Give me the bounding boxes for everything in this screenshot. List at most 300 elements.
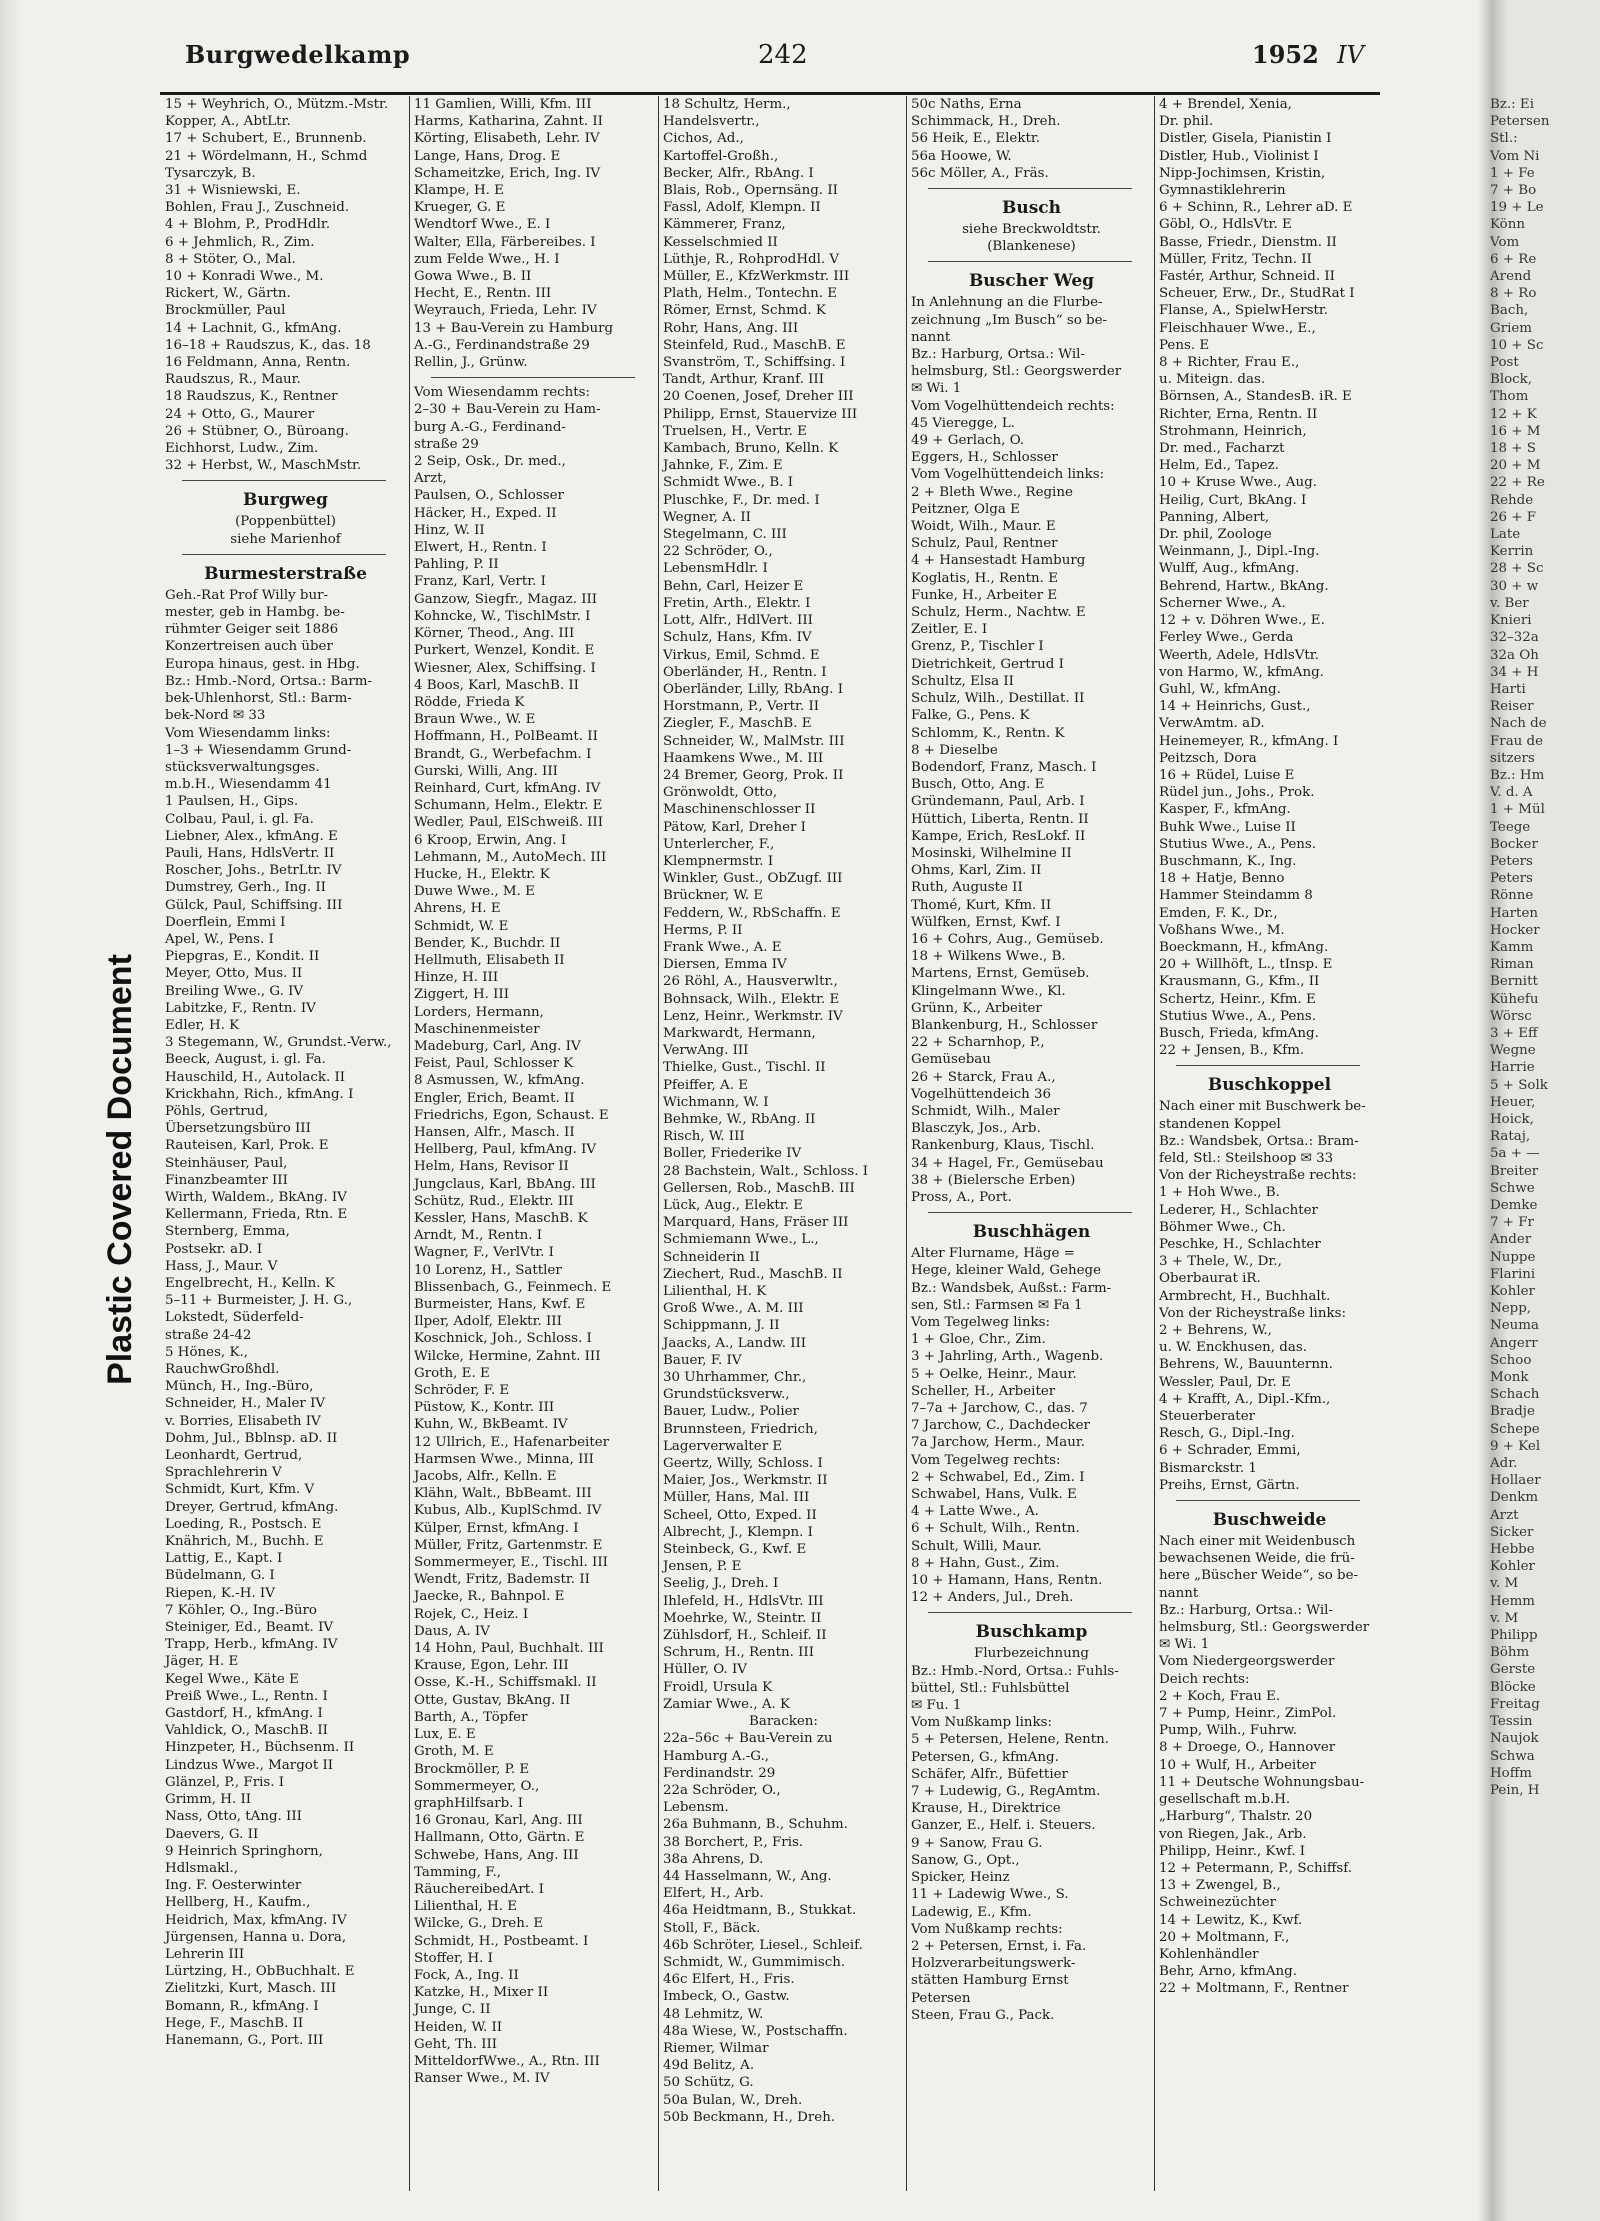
directory-entry: 6 + Schult, Wilh., Rentn. — [911, 1521, 1080, 1537]
directory-entry: Vom Vogelhüttendeich links: — [911, 467, 1105, 483]
directory-entry: 11 + Deutsche Wohnungsbau- — [1159, 1774, 1365, 1790]
directory-entry: Trapp, Herb., kfmAng. IV — [165, 1637, 338, 1653]
directory-entry: Dumstrey, Gerh., Ing. II — [165, 880, 326, 896]
directory-entry: 22 + Scharnhop, P., — [911, 1035, 1045, 1051]
directory-entry: Flanse, A., SpielwHerstr. — [1159, 303, 1329, 319]
directory-entry: Lenz, Heinr., Werkmstr. IV — [663, 1008, 843, 1024]
directory-entry: Edler, H. K — [165, 1017, 240, 1033]
directory-entry: Albrecht, J., Klempn. I — [663, 1524, 813, 1540]
directory-entry: 4 + Latte Wwe., A. — [911, 1504, 1039, 1520]
directory-entry: Petersen — [911, 1990, 971, 2006]
directory-entry: Zühlsdorf, H., Schleif. II — [663, 1628, 827, 1644]
directory-column-5 — [1156, 96, 1380, 2196]
edge-fragment: 7 + Bo — [1490, 183, 1537, 199]
directory-entry: 12 Ullrich, E., Hafenarbeiter — [414, 1434, 610, 1450]
directory-entry: Heinemeyer, R., kfmAng. I — [1159, 733, 1339, 749]
directory-entry: Truelsen, H., Vertr. E — [663, 423, 807, 439]
directory-entry: Engelbrecht, H., Kelln. K — [165, 1276, 335, 1291]
directory-entry: Schröder, F. E — [414, 1383, 510, 1399]
directory-entry: 50 Schütz, G. — [663, 2075, 754, 2091]
directory-entry: Vom Tegelweg rechts: — [911, 1452, 1061, 1468]
directory-entry: Horstmann, P., Vertr. II — [663, 699, 820, 715]
edge-fragment: Heuer, — [1490, 1094, 1536, 1110]
edge-fragment: 19 + Le — [1490, 200, 1544, 216]
street-note: Baracken: — [749, 1714, 818, 1730]
directory-entry: Scherner Wwe., A. — [1159, 595, 1286, 611]
directory-entry: 50b Beckmann, H., Dreh. — [663, 2109, 836, 2125]
directory-entry: graphHilfsarb. I — [414, 1795, 523, 1811]
directory-entry: Glänzel, P., Fris. I — [165, 1774, 285, 1790]
directory-entry: Klähn, Walt., BbBeamt. III — [414, 1486, 592, 1502]
directory-entry: Peitzner, Olga E — [911, 501, 1020, 517]
edge-fragment: Harten — [1490, 905, 1538, 921]
edge-fragment: 5 + Solk — [1490, 1077, 1548, 1093]
directory-entry: mester, geb in Hambg. be- — [165, 605, 345, 621]
edge-fragment: Schach — [1490, 1387, 1540, 1403]
directory-entry: 10 + Wulf, H., Arbeiter — [1159, 1757, 1316, 1773]
directory-entry: Fock, A., Ing. II — [414, 1967, 519, 1983]
directory-entry: Wirth, Waldem., BkAng. IV — [165, 1189, 347, 1205]
directory-entry: Schmidt, W., Gummimisch. — [663, 1954, 846, 1970]
directory-entry: Ferdinandstr. 29 — [663, 1765, 776, 1781]
directory-entry: Schneider, H., Maler IV — [165, 1396, 326, 1412]
section-separator — [1176, 1500, 1360, 1501]
scan-left-edge — [0, 0, 22, 2221]
edge-fragment: Hocker — [1490, 922, 1540, 938]
directory-entry: Winkler, Gust., ObZugf. III — [663, 871, 843, 887]
directory-entry: 46c Elfert, H., Fris. — [663, 1972, 795, 1988]
edge-fragment: Block, — [1490, 372, 1533, 388]
directory-entry: Pfeiffer, A. E — [663, 1077, 749, 1093]
edge-fragment: Harti — [1490, 681, 1526, 697]
directory-entry: Scheuer, Erw., Dr., StudRat I — [1159, 286, 1355, 302]
edge-fragment: 18 + S — [1490, 441, 1536, 457]
directory-entry: Strohmann, Heinrich, — [1159, 423, 1307, 439]
directory-entry: Schult, Willi, Maur. — [911, 1538, 1042, 1554]
directory-entry: Grünn, K., Arbeiter — [911, 1000, 1042, 1016]
directory-entry: Deich rechts: — [1159, 1671, 1250, 1687]
directory-entry: Wagner, F., VerlVtr. I — [414, 1245, 554, 1261]
directory-entry: 10 Lorenz, H., Sattler — [414, 1262, 562, 1278]
directory-entry: Klempnermstr. I — [663, 853, 774, 869]
directory-entry: Kessler, Hans, MaschB. K — [414, 1211, 588, 1226]
directory-entry: 1 + Hoh Wwe., B. — [1159, 1185, 1280, 1201]
directory-entry: Behn, Carl, Heizer E — [663, 578, 804, 594]
directory-entry: Riemer, Wilmar — [663, 2040, 769, 2056]
directory-entry: Seelig, J., Dreh. I — [663, 1576, 779, 1592]
directory-entry: Zamiar Wwe., A. K — [663, 1696, 791, 1712]
directory-entry: Ganzer, E., Helf. i. Steuers. — [911, 1818, 1096, 1834]
edge-fragment: 9 + Kel — [1490, 1438, 1541, 1454]
directory-entry: 11 Gamlien, Willi, Kfm. III — [414, 97, 592, 112]
directory-entry: Ferley Wwe., Gerda — [1159, 630, 1294, 646]
directory-entry: Hauschild, H., Autolack. II — [165, 1069, 346, 1085]
directory-entry: 8 + Droege, O., Hannover — [1159, 1740, 1336, 1756]
edge-fragment: Freitag — [1490, 1696, 1540, 1712]
directory-entry: Wulff, Aug., kfmAng. — [1159, 561, 1300, 577]
directory-entry: 7 Köhler, O., Ing.-Büro — [165, 1602, 317, 1618]
directory-entry: 20 + Willhöft, L., tInsp. E — [1159, 957, 1333, 973]
directory-entry: 22a–56c + Bau-Verein zu — [663, 1731, 833, 1747]
directory-entry: Basse, Friedr., Dienstm. II — [1159, 234, 1337, 250]
directory-entry: Stutius Wwe., A., Pens. — [1159, 1008, 1317, 1024]
directory-entry: 20 + Moltmann, F., — [1159, 1929, 1290, 1945]
directory-entry: Marquard, Hans, Fräser III — [663, 1215, 849, 1231]
edge-fragment: 1 + Fe — [1490, 165, 1535, 181]
directory-entry: Buschmann, K., Ing. — [1159, 853, 1297, 869]
edge-fragment: 5a + — — [1490, 1146, 1540, 1162]
directory-entry: Bender, K., Buchdr. II — [414, 935, 561, 951]
edge-fragment: Schwe — [1490, 1180, 1535, 1196]
page-number: 242 — [758, 40, 808, 70]
directory-entry: Tandt, Arthur, Kranf. III — [663, 372, 824, 388]
directory-entry: 12 + Anders, Jul., Dreh. — [911, 1590, 1074, 1606]
edge-fragment: 3 + Eff — [1490, 1025, 1538, 1041]
directory-entry: Bz.: Hmb.-Nord, Ortsa.: Fuhls- — [911, 1663, 1119, 1679]
directory-entry: Pätow, Karl, Dreher I — [663, 819, 806, 835]
directory-entry: 7–7a + Jarchow, C., das. 7 — [911, 1401, 1088, 1417]
edge-fragment: Vom — [1490, 234, 1520, 250]
column-divider — [1154, 96, 1155, 2191]
edge-fragment: Peters — [1490, 853, 1533, 869]
directory-entry: Eichhorst, Ludw., Zim. — [165, 441, 319, 457]
directory-entry: Schneider, W., MalMstr. III — [663, 733, 845, 749]
directory-entry: Arzt, — [414, 471, 447, 487]
edge-fragment: Kamm — [1490, 939, 1534, 955]
directory-entry: Beeck, August, i. gl. Fa. — [165, 1052, 326, 1068]
edge-fragment: Riman — [1490, 957, 1534, 973]
directory-entry: Lederer, H., Schlachter — [1159, 1202, 1318, 1218]
directory-entry: Philipp, Heinr., Kwf. I — [1159, 1843, 1306, 1859]
directory-entry: Buhk Wwe., Luise II — [1159, 819, 1296, 835]
edge-fragment: Schwa — [1490, 1748, 1535, 1764]
directory-entry: 5 Hönes, K., — [165, 1344, 248, 1360]
directory-entry: ✉ Wi. 1 — [911, 381, 962, 397]
directory-entry: Jäger, H. E — [165, 1654, 239, 1670]
directory-entry: Lindzus Wwe., Margot II — [165, 1757, 334, 1773]
directory-entry: Leonhardt, Gertrud, — [165, 1448, 303, 1464]
edge-fragment: Bz.: Ei — [1490, 97, 1534, 112]
directory-entry: Hucke, H., Elektr. K — [414, 866, 550, 882]
directory-entry: Hege, kleiner Wald, Gehege — [911, 1263, 1102, 1279]
directory-entry: Brunnsteen, Friedrich, — [663, 1421, 818, 1437]
directory-entry: Knährich, M., Buchh. E — [165, 1534, 324, 1550]
directory-entry: Grönwoldt, Otto, — [663, 785, 778, 801]
directory-entry: Dr. phil. — [1159, 114, 1214, 130]
directory-entry: Lokstedt, Süderfeld- — [165, 1310, 304, 1326]
directory-entry: büttel, Stl.: Fuhlsbüttel — [911, 1680, 1070, 1696]
directory-entry: Jürgensen, Hanna u. Dora, — [165, 1929, 347, 1945]
directory-entry: 2 + Schwabel, Ed., Zim. I — [911, 1469, 1085, 1485]
directory-entry: Ziggert, H. III — [414, 987, 510, 1003]
directory-entry: 14 Hohn, Paul, Buchhalt. III — [414, 1641, 604, 1657]
directory-entry: Steiniger, Ed., Beamt. IV — [165, 1620, 334, 1636]
directory-entry: Behrens, W., Bauunternn. — [1159, 1357, 1333, 1373]
street-note: siehe Marienhof — [230, 531, 341, 547]
edge-fragment: Pein, H — [1490, 1782, 1540, 1798]
section-separator — [431, 377, 635, 378]
directory-entry: Purkert, Wenzel, Kondit. E — [414, 643, 595, 659]
directory-entry: 6 + Jehmlich, R., Zim. — [165, 234, 315, 250]
directory-entry: Müller, Hans, Mal. III — [663, 1490, 810, 1506]
directory-entry: Hecht, E., Rentn. III — [414, 286, 552, 302]
directory-entry: 4 + Brendel, Xenia, — [1159, 97, 1292, 112]
directory-entry: 11 + Ladewig Wwe., S. — [911, 1887, 1069, 1903]
edge-fragment: Nuppe — [1490, 1249, 1536, 1265]
year: 1952 — [1252, 40, 1319, 69]
directory-entry: Wülfken, Ernst, Kwf. I — [911, 914, 1061, 930]
directory-entry: Lilienthal, H. E — [414, 1899, 518, 1915]
directory-entry: Nipp-Jochimsen, Kristin, — [1159, 165, 1326, 181]
directory-entry: Hinzpeter, H., Büchsenm. II — [165, 1740, 355, 1756]
directory-entry: 49d Belitz, A. — [663, 2058, 755, 2074]
directory-entry: von Harmo, W., kfmAng. — [1159, 664, 1324, 680]
edge-fragment: 7 + Fr — [1490, 1215, 1534, 1231]
directory-entry: Jaacks, A., Landw. III — [663, 1335, 807, 1351]
directory-entry: Thomé, Kurt, Kfm. II — [911, 897, 1052, 913]
directory-entry: Stoll, F., Bäck. — [663, 1920, 761, 1936]
section-separator — [1176, 1065, 1360, 1066]
edge-fragment: 30 + w — [1490, 578, 1539, 594]
directory-entry: Fastér, Arthur, Schneid. II — [1159, 269, 1335, 285]
directory-entry: 5 + Petersen, Helene, Rentn. — [911, 1732, 1109, 1748]
edge-fragment: 32–32a — [1490, 630, 1539, 646]
directory-entry: Gurski, Willi, Ang. III — [414, 763, 558, 779]
directory-entry: Hellberg, H., Kaufm., — [165, 1895, 311, 1911]
directory-entry: Schulz, Hans, Kfm. IV — [663, 630, 812, 646]
directory-entry: 9 Heinrich Springhorn, — [165, 1843, 323, 1859]
directory-entry: Groth, M. E — [414, 1744, 494, 1760]
directory-entry: Arndt, M., Rentn. I — [414, 1228, 543, 1244]
directory-entry: Vom Vogelhüttendeich rechts: — [911, 398, 1115, 414]
edge-fragment: Teege — [1490, 819, 1531, 835]
directory-entry: Woidt, Wilh., Maur. E — [911, 519, 1056, 535]
directory-entry: burg A.-G., Ferdinand- — [414, 419, 566, 435]
directory-entry: Burmeister, Hans, Kwf. E — [414, 1297, 586, 1313]
directory-entry: Wendtorf Wwe., E. I — [414, 217, 551, 233]
directory-entry: Kämmerer, Franz, — [663, 217, 786, 233]
directory-entry: Grenz, P., Tischler I — [911, 639, 1044, 655]
directory-entry: Wichmann, W. I — [663, 1094, 769, 1110]
directory-entry: Dreyer, Gertrud, kfmAng. — [165, 1499, 339, 1515]
directory-entry: 6 + Schrader, Emmi, — [1159, 1443, 1301, 1459]
edge-fragment: Kohler — [1490, 1559, 1535, 1575]
directory-entry: Rellin, J., Grünw. — [414, 355, 528, 371]
directory-entry: Risch, W. III — [663, 1129, 745, 1145]
directory-entry: 22a Schröder, O., — [663, 1782, 781, 1798]
edge-fragment: Hoick, — [1490, 1111, 1534, 1127]
directory-entry: Schwebe, Hans, Ang. III — [414, 1847, 579, 1863]
directory-entry: Fassl, Adolf, Klempn. II — [663, 200, 821, 216]
directory-entry: 6 + Schinn, R., Lehrer aD. E — [1159, 200, 1353, 216]
directory-entry: 48a Wiese, W., Postschaffn. — [663, 2023, 848, 2039]
directory-entry: Schumann, Helm., Elektr. E — [414, 798, 603, 814]
directory-entry: feld, Stl.: Steilshoop ✉ 33 — [1159, 1150, 1334, 1166]
directory-entry: Funke, H., Arbeiter E — [911, 587, 1058, 603]
directory-entry: straße 24-42 — [165, 1327, 252, 1343]
column-divider — [658, 96, 659, 2191]
directory-entry: Brandt, G., Werbefachm. I — [414, 746, 592, 762]
directory-entry: 17 + Schubert, E., Brunnenb. — [165, 131, 367, 147]
directory-entry: Maier, Jos., Werkmstr. II — [663, 1473, 828, 1489]
directory-entry: Jacobs, Alfr., Kelln. E — [414, 1469, 557, 1485]
directory-entry: Stoffer, H. I — [414, 1950, 493, 1966]
directory-entry: Blankenburg, H., Schlosser — [911, 1017, 1098, 1033]
directory-entry: Roscher, Johs., BetrLtr. IV — [165, 863, 342, 879]
directory-entry: Maschinenmeister — [414, 1021, 540, 1037]
directory-entry: 8 Asmussen, W., kfmAng. — [414, 1073, 585, 1089]
directory-entry: Fleischhauer Wwe., E., — [1159, 320, 1316, 336]
edge-fragment: Breiter — [1490, 1163, 1539, 1179]
directory-entry: 56 Heik, E., Elektr. — [911, 131, 1041, 147]
edge-fragment: Könn — [1490, 217, 1525, 233]
column-divider — [906, 96, 907, 2191]
directory-entry: 18 + Hatje, Benno — [1159, 871, 1285, 887]
street-heading: Burmesterstraße — [204, 563, 367, 584]
directory-entry: Kesselschmied II — [663, 234, 778, 250]
directory-entry: 8 + Stöter, O., Mal. — [165, 251, 296, 267]
directory-entry: Lehmann, M., AutoMech. III — [414, 849, 607, 865]
edge-fragment: Tessin — [1490, 1714, 1533, 1730]
directory-entry: Duwe Wwe., M. E — [414, 884, 535, 900]
directory-entry: Bismarckstr. 1 — [1159, 1460, 1257, 1476]
directory-entry: 48 Lehmitz, W. — [663, 2006, 764, 2022]
directory-entry: Steen, Frau G., Pack. — [911, 2007, 1055, 2023]
directory-entry: Bz.: Wandsbek, Außst.: Farm- — [911, 1280, 1112, 1296]
directory-entry: Gellersen, Rob., MaschB. III — [663, 1180, 855, 1196]
directory-entry: Voßhans Wwe., M. — [1159, 922, 1285, 938]
directory-entry: 2 Seip, Osk., Dr. med., — [414, 454, 566, 470]
directory-entry: Bohlen, Frau J., Zuschneid. — [165, 200, 350, 216]
directory-entry: Helm, Ed., Tapez. — [1159, 458, 1279, 474]
directory-entry: 16 + Cohrs, Aug., Gemüseb. — [911, 931, 1104, 947]
directory-column-2 — [411, 96, 655, 2196]
directory-entry: 49 + Gerlach, O. — [911, 433, 1025, 449]
directory-entry: Distler, Hub., Violinist I — [1159, 148, 1319, 164]
directory-entry: Vom Nußkamp rechts: — [911, 1921, 1063, 1937]
street-heading: Busch — [1001, 198, 1061, 219]
directory-entry: 3 + Thele, W., Dr., — [1159, 1254, 1282, 1270]
edge-fragment: Kohler — [1490, 1284, 1535, 1300]
section-number: IV — [1337, 41, 1364, 69]
directory-entry: Grimm, H. II — [165, 1792, 252, 1808]
directory-entry: MitteldorfWwe., A., Rtn. III — [414, 2053, 600, 2069]
directory-entry: Schäfer, Alfr., Büfettier — [911, 1766, 1068, 1782]
directory-entry: 50a Bulan, W., Dreh. — [663, 2092, 803, 2108]
directory-entry: Weyrauch, Frieda, Lehr. IV — [414, 303, 597, 319]
directory-entry: Becker, Alfr., RbAng. I — [663, 165, 814, 181]
directory-entry: Helm, Hans, Revisor II — [414, 1159, 569, 1175]
directory-entry: Lürtzing, H., ObBuchhalt. E — [165, 1964, 355, 1980]
directory-entry: Tamming, F., — [414, 1864, 501, 1880]
edge-fragment: 28 + Sc — [1490, 561, 1544, 577]
edge-fragment: Nepp, — [1490, 1301, 1532, 1317]
directory-entry: Vogelhüttendeich 36 — [911, 1086, 1052, 1102]
directory-entry: 12 + Petermann, P., Schiffsf. — [1159, 1860, 1353, 1876]
directory-entry: Schneiderin II — [663, 1249, 760, 1265]
directory-entry: 26 Röhl, A., Hausverwltr., — [663, 974, 838, 990]
edge-fragment: Schepe — [1490, 1421, 1540, 1437]
directory-entry: v. Borries, Elisabeth IV — [165, 1413, 321, 1429]
directory-entry: Maschinenschlosser II — [663, 802, 816, 818]
directory-entry: 4 + Hansestadt Hamburg — [911, 553, 1086, 569]
directory-entry: u. Miteign. das. — [1159, 372, 1266, 388]
directory-entry: 56c Möller, A., Fräs. — [911, 165, 1049, 181]
directory-entry: Imbeck, O., Gastw. — [663, 1989, 790, 2005]
directory-entry: Heiden, W. II — [414, 2019, 503, 2035]
directory-entry: Gründemann, Paul, Arb. I — [911, 794, 1085, 810]
section-separator — [182, 480, 386, 481]
directory-entry: Kambach, Bruno, Kelln. K — [663, 441, 839, 457]
directory-entry: Dohm, Jul., Bblnsp. aD. II — [165, 1430, 338, 1446]
directory-entry: Wegner, A. II — [663, 509, 751, 525]
directory-entry: LebensmHdlr. I — [663, 561, 768, 577]
directory-entry: Wilcke, Hermine, Zahnt. III — [414, 1348, 601, 1364]
directory-entry: Blissenbach, G., Feinmech. E — [414, 1279, 612, 1295]
directory-entry: 10 + Konradi Wwe., M. — [165, 269, 324, 285]
edge-fragment: 10 + Sc — [1490, 337, 1544, 353]
directory-entry: Bauer, Ludw., Polier — [663, 1404, 799, 1420]
directory-entry: 8 + Dieselbe — [911, 742, 998, 758]
edge-fragment: Harrie — [1490, 1060, 1535, 1076]
directory-entry: Friedrichs, Egon, Schaust. E — [414, 1107, 609, 1123]
directory-entry: 13 + Zwengel, B., — [1159, 1878, 1281, 1894]
directory-entry: Reinhard, Curt, kfmAng. IV — [414, 780, 601, 796]
edge-fragment: 32a Oh — [1490, 647, 1539, 663]
edge-fragment: Peters — [1490, 871, 1533, 887]
directory-entry: 38 + (Bielersche Erben) — [911, 1172, 1076, 1188]
directory-entry: Kohncke, W., TischlMstr. I — [414, 608, 591, 624]
directory-entry: 5 + Oelke, Heinr., Maur. — [911, 1366, 1077, 1382]
directory-entry: Schippmann, J. II — [663, 1318, 780, 1334]
directory-entry: Scheller, H., Arbeiter — [911, 1383, 1056, 1399]
directory-entry: Blais, Rob., Opernsäng. II — [663, 183, 838, 199]
directory-entry: nannt — [1159, 1585, 1199, 1601]
edge-fragment: Wegne — [1490, 1043, 1536, 1059]
edge-fragment: Kerrin — [1490, 544, 1534, 560]
directory-entry: stücksverwaltungsges. — [165, 759, 320, 775]
directory-entry: Pahling, P. II — [414, 557, 499, 573]
directory-entry: Brückner, W. E — [663, 888, 764, 904]
directory-entry: Lorders, Hermann, — [414, 1004, 544, 1020]
directory-entry: Müller, Fritz, Techn. II — [1159, 251, 1312, 267]
edge-fragment: 12 + K — [1490, 406, 1537, 422]
directory-entry: Otte, Gustav, BkAng. II — [414, 1692, 571, 1708]
edge-fragment: V. d. A — [1490, 785, 1533, 801]
directory-entry: Guhl, W., kfmAng. — [1159, 681, 1281, 697]
directory-entry: Sanow, G., Opt., — [911, 1852, 1020, 1868]
directory-entry: Pluschke, F., Dr. med. I — [663, 492, 820, 508]
directory-entry: 6 Kroop, Erwin, Ang. I — [414, 832, 567, 848]
directory-entry: 18 + Wilkens Wwe., B. — [911, 949, 1066, 965]
directory-entry: bewachsenen Weide, die frü- — [1159, 1551, 1355, 1567]
directory-entry: 14 + Lachnit, G., kfmAng. — [165, 320, 342, 336]
directory-entry: VerwAmtm. aD. — [1159, 716, 1265, 732]
directory-entry: Colbau, Paul, i. gl. Fa. — [165, 811, 314, 827]
directory-entry: Schmidt, Wilh., Maler — [911, 1103, 1060, 1119]
directory-entry: Haamkens Wwe., M. III — [663, 750, 824, 766]
directory-entry: Wendt, Fritz, Bademstr. II — [414, 1572, 590, 1588]
directory-entry: Sprachlehrerin V — [165, 1465, 282, 1481]
directory-entry: Geertz, Willy, Schloss. I — [663, 1456, 823, 1472]
directory-entry: Gowa Wwe., B. II — [414, 269, 532, 285]
year-and-section — [1252, 40, 1364, 84]
directory-entry: Behrend, Hartw., BkAng. — [1159, 578, 1329, 594]
directory-entry: Hdlsmakl., — [165, 1860, 238, 1876]
directory-entry: Zielitzki, Kurt, Masch. III — [165, 1981, 337, 1997]
directory-entry: Vom Niedergeorgswerder — [1159, 1654, 1335, 1670]
directory-entry: Ziechert, Rud., MaschB. II — [663, 1266, 843, 1282]
